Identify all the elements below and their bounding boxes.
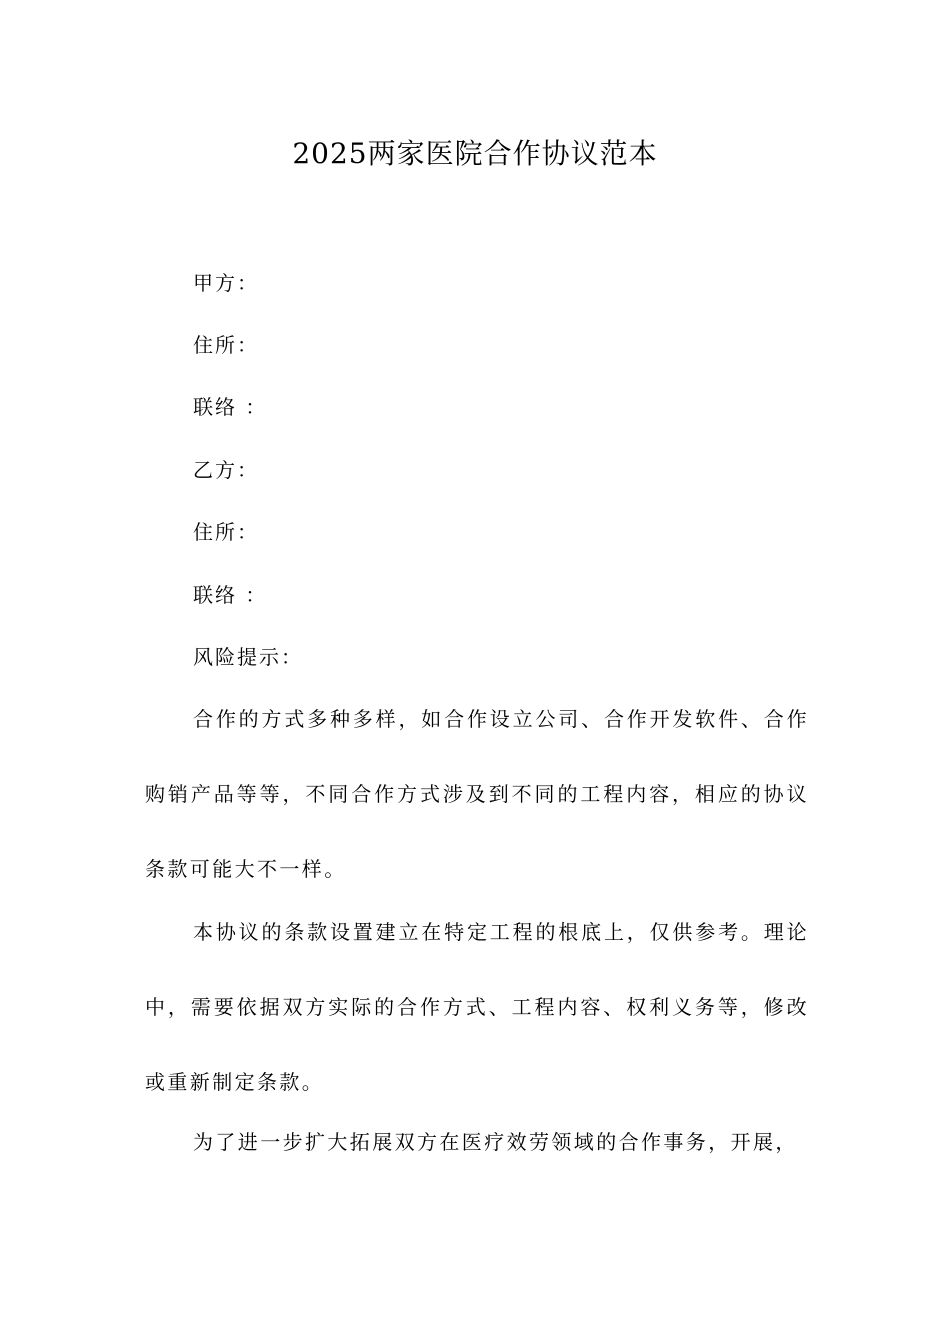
paragraph-reference-note: 本协议的条款设置建立在特定工程的根底上，仅供参考。理论中，需要依据双方实际的合作方式、工程内容、权利义务等，修改或重新制定条款。 <box>145 920 809 1094</box>
party-b-label: 乙方： <box>193 458 259 482</box>
document-title: 2025两家医院合作协议范本 <box>292 137 658 170</box>
party-b-contact-label: 联络 ： <box>193 583 268 607</box>
party-b-address-label: 住所： <box>193 520 259 544</box>
party-a-address-label: 住所： <box>193 333 259 357</box>
party-a-contact-label: 联络 ： <box>193 395 268 419</box>
risk-heading: 风险提示： <box>193 645 303 669</box>
party-a-label: 甲方： <box>193 271 259 295</box>
paragraph-cooperation-modes: 合作的方式多种多样，如合作设立公司、合作开发软件、合作购销产品等等，不同合作方式涉及到不同的工程内容，相应的协议条款可能大不一样。 <box>145 707 809 881</box>
paragraph-purpose: 为了进一步扩大拓展双方在医疗效劳领域的合作事务，开展， <box>193 1130 798 1154</box>
